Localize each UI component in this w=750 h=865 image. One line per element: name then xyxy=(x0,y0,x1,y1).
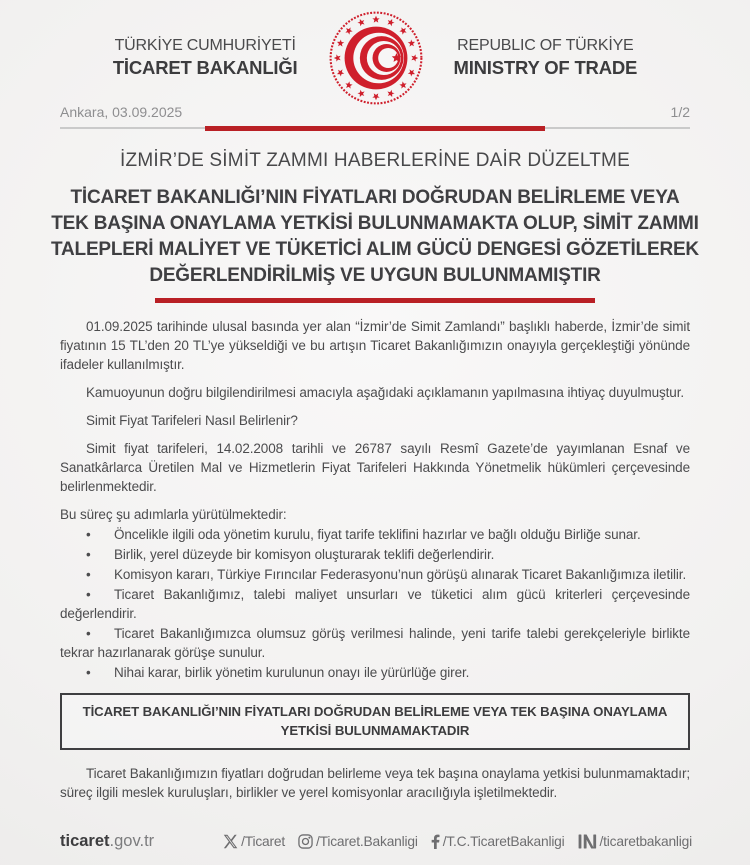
headline-underline xyxy=(155,298,595,303)
org-name-english xyxy=(454,37,638,79)
step-text: Öncelikle ilgili oda yönetim kurulu, fiyat tarife teklifini hazırlar ve bağlı olduğu Birliğe sunar. xyxy=(114,527,641,542)
process-step xyxy=(60,663,690,682)
bullet-icon: • xyxy=(86,626,91,641)
social-link-nsosyal[interactable] xyxy=(578,834,692,849)
nsosyal-icon xyxy=(578,834,597,849)
headline: TİCARET BAKANLIĞI’NIN FİYATLARI DOĞRUDAN BELİRLEME VEYA TEK BAŞINA ONAYLAMA YETKİSİ BULUNMAMAKTA OLUP, SİMİT ZAMMI TALEPLERİ MALİYET VE TÜKETİCİ ALIM GÜCÜ DENGESİ GÖZETİLEREK DEĞERLENDİRİLMİŞ VE UYGUN BULUNMAMIŞTIR xyxy=(51,187,699,286)
bullet-icon: • xyxy=(86,527,91,542)
bullet-icon: • xyxy=(86,567,91,582)
org-en-line2: MINISTRY OF TRADE xyxy=(453,57,638,78)
masthead xyxy=(0,0,750,102)
social-handle: /Ticaret xyxy=(241,834,285,849)
website-link[interactable] xyxy=(60,832,154,851)
process-step xyxy=(60,624,690,662)
statement-box: TİCARET BAKANLIĞI’NIN FİYATLARI DOĞRUDAN BELİRLEME VEYA TEK BAŞINA ONAYLAMA YETKİSİ BULUNMAMAKTADIR xyxy=(60,693,690,750)
social-handle: /Ticaret.Bakanligi xyxy=(316,834,418,849)
process-step xyxy=(60,565,690,584)
article-body xyxy=(60,317,690,802)
social-link-facebook[interactable] xyxy=(431,834,565,849)
para-regulation: Simit fiyat tarifeleri, 14.02.2008 tarihli ve 26787 sayılı Resmî Gazete’de yayımlanan Esnaf ve Sanatkârlarca Üretilen Mal ve Hizmetlerin Fiyat Tarifeleri Hakkında Yönetmelik hükümleri çerçevesinde belirlenmektedir. xyxy=(60,441,690,494)
org-name-turkish xyxy=(113,37,298,79)
org-en-line1: REPUBLIC OF TÜRKİYE xyxy=(457,37,634,54)
process-step xyxy=(60,525,690,544)
bullet-icon: • xyxy=(86,587,91,602)
para-public-info: Kamuoyunun doğru bilgilendirilmesi amacıyla aşağıdaki açıklamanın yapılmasına ihtiyaç duyulmuştur. xyxy=(86,385,685,400)
website-bold: ticaret xyxy=(60,832,110,850)
facebook-icon xyxy=(431,834,440,849)
ministry-of-trade-emblem-icon xyxy=(328,10,424,106)
step-text: Nihai karar, birlik yönetim kurulunun onayı ile yürürlüğe girer. xyxy=(114,665,470,680)
x-icon xyxy=(223,834,238,849)
dateline: Ankara, 03.09.2025 xyxy=(60,104,183,120)
step-text: Komisyon kararı, Türkiye Fırıncılar Federasyonu’nun görüşü alınarak Ticaret Bakanlığımıza iletilir. xyxy=(114,567,687,582)
step-text: Birlik, yerel düzeyde bir komisyon oluşturarak teklifi değerlendirir. xyxy=(114,547,495,562)
para-news-report: 01.09.2025 tarihinde ulusal basında yer alan “İzmir’de Simit Zamlandı” başlıklı haberde, İzmir’de simit fiyatının 15 TL’den 20 TL’ye yükseldiği ve bu artışın Ticaret Bakanlığımızın onayıyla gerçekleştiği yönünde ifadeler kullanılmıştır. xyxy=(60,319,690,372)
org-tr-line2: TİCARET BAKANLIĞI xyxy=(112,57,298,78)
social-handle: /ticaretbakanligi xyxy=(599,834,692,849)
process-step xyxy=(60,545,690,564)
footer xyxy=(60,832,692,851)
social-link-instagram[interactable] xyxy=(298,834,418,849)
process-lead: Bu süreç şu adımlarla yürütülmektedir: xyxy=(60,507,287,522)
social-handle: /T.C.TicaretBakanligi xyxy=(442,834,565,849)
meta-row xyxy=(0,104,750,120)
page-title: İZMİR’DE SİMİT ZAMMI HABERLERİNE DAİR DÜZELTME xyxy=(120,150,630,171)
bullet-icon: • xyxy=(86,547,91,562)
para-closing: Ticaret Bakanlığımızın fiyatları doğrudan belirleme veya tek başına onaylama yetkisi bulunmamaktadır; süreç ilgili meslek kuruluşları, birlikler ve yerel komisyonlar aracılığıyla işletilmektedir. xyxy=(60,766,690,800)
step-text: Ticaret Bakanlığımızca olumsuz görüş verilmesi halinde, yeni tarife talebi gerekçeleriyle birlikte tekrar hazırlanarak görüşe sunulur. xyxy=(60,626,690,660)
divider-red-accent xyxy=(205,126,545,131)
bullet-icon: • xyxy=(86,665,91,680)
para-question: Simit Fiyat Tarifeleri Nasıl Belirlenir? xyxy=(86,413,298,428)
page-indicator: 1/2 xyxy=(670,104,690,120)
step-text: Ticaret Bakanlığımız, talebi maliyet unsurları ve tüketici alım gücü kriterleri çerçevesinde değerlendirir. xyxy=(60,587,690,621)
instagram-icon xyxy=(298,834,313,849)
social-link-x[interactable] xyxy=(223,834,285,849)
org-tr-line1: TÜRKİYE CUMHURİYETİ xyxy=(114,37,296,54)
process-step xyxy=(60,585,690,623)
social-links xyxy=(223,834,692,849)
header-divider xyxy=(60,126,690,132)
website-rest: .gov.tr xyxy=(109,832,155,850)
